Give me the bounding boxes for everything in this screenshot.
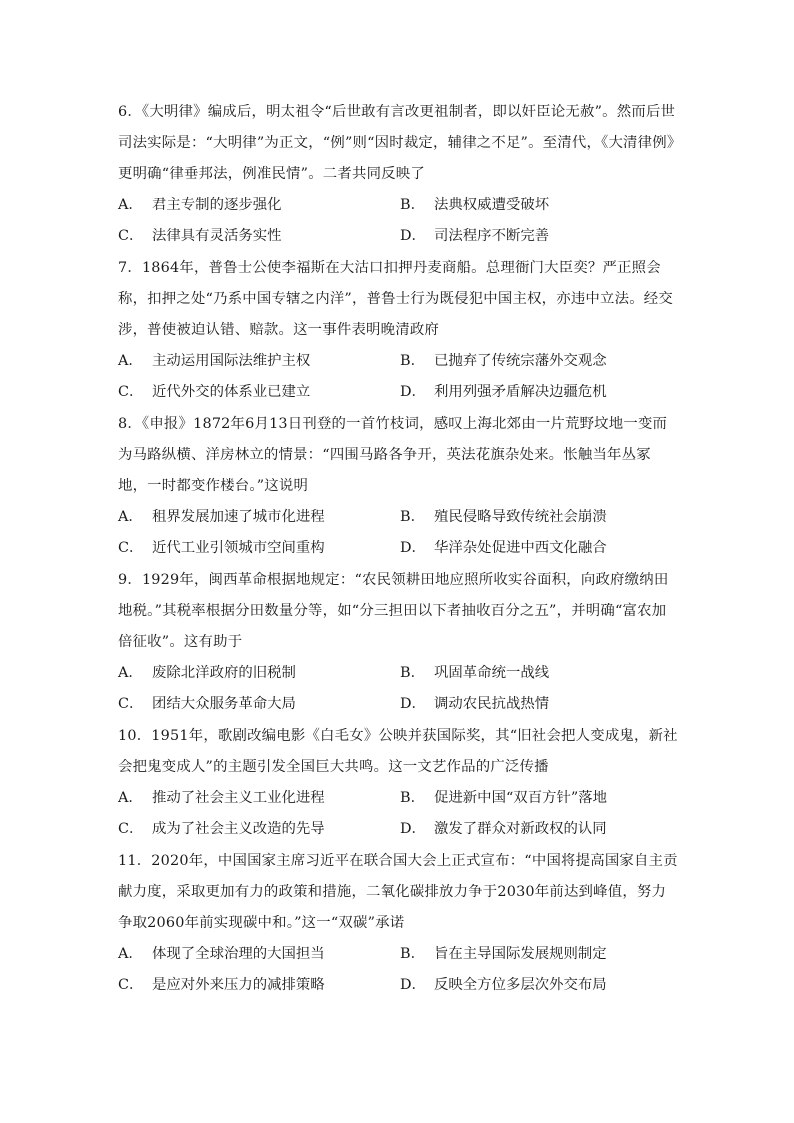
option-c[interactable]: C． 是应对外来压力的减排策略 — [118, 977, 325, 993]
question-stem: 11．2020年，中国国家主席习近平在联合国大会上正式宣布：“中国将提高国家自主贡献力度，采取更加有力的政策和措施，二氧化碳排放力争于2030年前达到峰值，努力争取2060年前实现碳中和。”这一“双碳”承诺 — [118, 853, 678, 931]
option-a[interactable]: A． 推动了社会主义工业化进程 — [118, 790, 325, 806]
option-d[interactable]: D． 反映全方位多层次外交布局 — [400, 977, 607, 993]
options — [118, 190, 678, 252]
question-stem: 7．1864年，普鲁士公使李福斯在大沽口扣押丹麦商船。总理衙门大臣奕？严正照会称，扣押之处“乃系中国专辖之内洋”，普鲁士行为既侵犯中国主权，亦违中立法。经交涉，普使被迫认错、赔款。这一事件表明晚清政府 — [118, 260, 673, 338]
options — [118, 939, 678, 1001]
question-11 — [118, 846, 678, 1001]
question-10 — [118, 721, 678, 845]
option-b[interactable]: B． 促进新中国“双百方针”落地 — [400, 790, 608, 806]
question-stem: 10．1951年，歌剧改编电影《白毛女》公映并获国际奖，其“旧社会把人变成鬼，新社会把鬼变成人”的主题引发全国巨大共鸣。这一文艺作品的广泛传播 — [118, 728, 678, 775]
options — [118, 783, 678, 845]
option-a[interactable]: A． 主动运用国际法维护主权 — [118, 353, 311, 369]
option-b[interactable]: B． 已抛弃了传统宗藩外交观念 — [400, 353, 607, 369]
question-6 — [118, 97, 678, 252]
option-b[interactable]: B． 殖民侵略导致传统社会崩溃 — [400, 509, 607, 525]
option-c[interactable]: C． 近代外交的体系业已建立 — [118, 384, 311, 400]
option-d[interactable]: D． 激发了群众对新政权的认同 — [400, 821, 607, 837]
question-8 — [118, 409, 678, 564]
option-b[interactable]: B． 巩固革命统一战线 — [400, 665, 550, 681]
options — [118, 658, 678, 720]
option-c[interactable]: C． 成为了社会主义改造的先导 — [118, 821, 325, 837]
option-c[interactable]: C． 团结大众服务革命大局 — [118, 696, 296, 712]
options — [118, 346, 678, 408]
option-d[interactable]: D． 华洋杂处促进中西文化融合 — [400, 540, 607, 556]
options — [118, 502, 678, 564]
question-9 — [118, 565, 678, 720]
option-c[interactable]: C． 法律具有灵活务实性 — [118, 228, 282, 244]
option-a[interactable]: A． 体现了全球治理的大国担当 — [118, 946, 325, 962]
option-c[interactable]: C． 近代工业引领城市空间重构 — [118, 540, 325, 556]
question-stem: 6．《大明律》编成后，明太祖令“后世敢有言改更祖制者，即以奸臣论无赦”。然而后世司法实际是：“大明律”为正文，“例”则“因时裁定，辅律之不足”。至清代，《大清律例》更明确“律垂邦法，例准民情”。二者共同反映了 — [118, 104, 676, 182]
option-a[interactable]: A． 租界发展加速了城市化进程 — [118, 509, 325, 525]
question-7 — [118, 253, 678, 408]
option-a[interactable]: A． 废除北洋政府的旧税制 — [118, 665, 296, 681]
option-d[interactable]: D． 利用列强矛盾解决边疆危机 — [400, 384, 607, 400]
question-stem: 8．《申报》1872年6月13日刊登的一首竹枝词，感叹上海北郊由一片荒野坟地一变而为马路纵横、洋房林立的情景：“四围马路各争开，英法花旗杂处来。怅触当年丛冢地，一时都变作楼台。”这说明 — [118, 416, 668, 494]
option-a[interactable]: A． 君主专制的逐步强化 — [118, 197, 282, 213]
option-d[interactable]: D． 调动农民抗战热情 — [400, 696, 550, 712]
option-b[interactable]: B． 法典权威遭受破坏 — [400, 197, 550, 213]
option-b[interactable]: B． 旨在主导国际发展规则制定 — [400, 946, 607, 962]
option-d[interactable]: D． 司法程序不断完善 — [400, 228, 550, 244]
question-stem: 9．1929年，闽西革命根据地规定：“农民领耕田地应照所收实谷面积，向政府缴纳田地税。”其税率根据分田数量分等，如“分三担田以下者抽收百分之五”，并明确“富农加倍征收”。这有助于 — [118, 572, 669, 650]
